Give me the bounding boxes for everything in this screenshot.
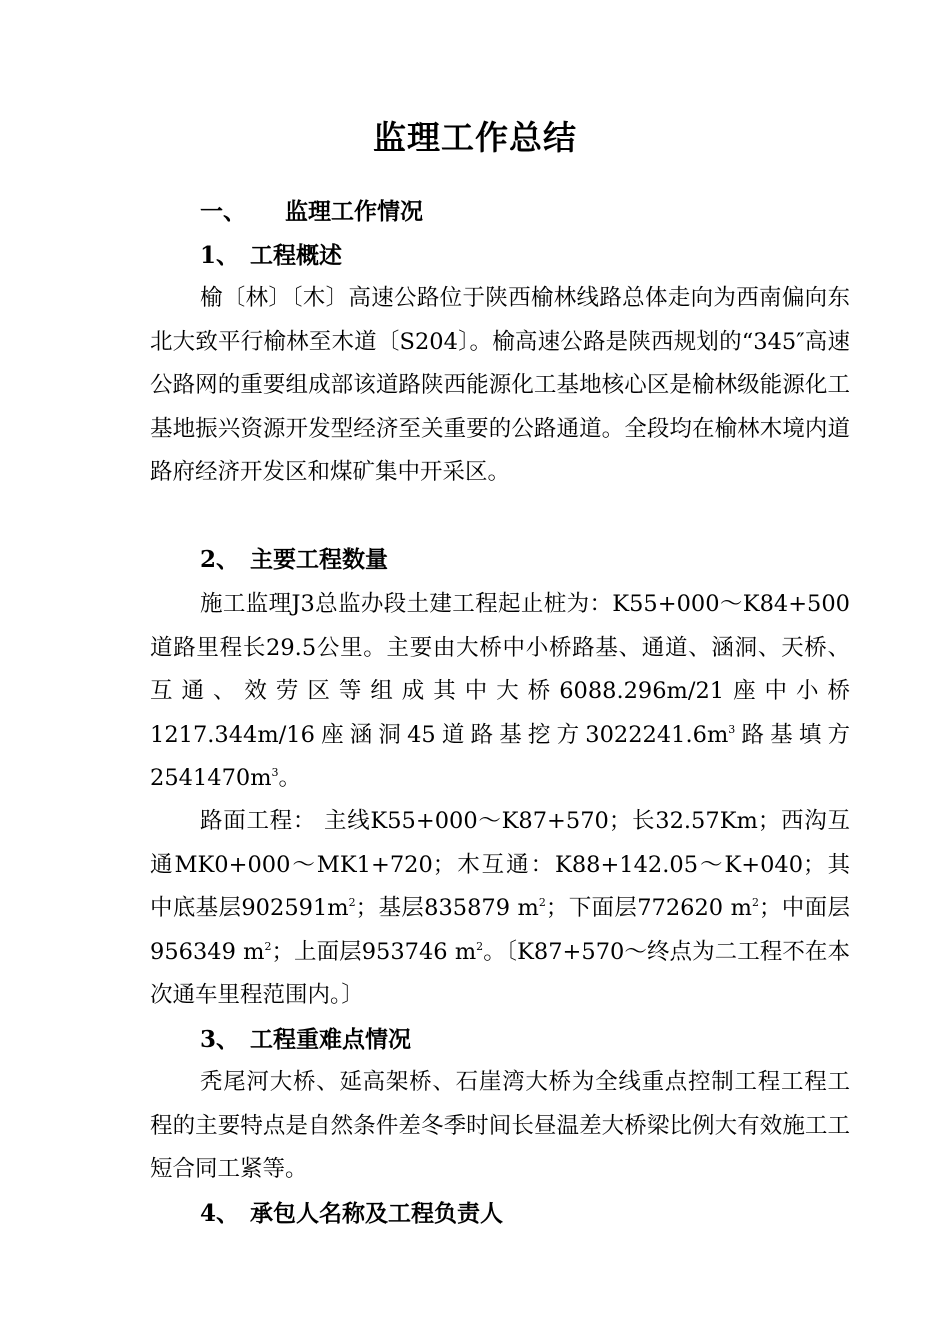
superscript: 2: [538, 896, 546, 910]
paragraph-pavement: [150, 800, 850, 1018]
subsection-heading-4: [200, 1196, 503, 1232]
paragraph-text: 。: [278, 765, 302, 792]
superscript: 2: [264, 939, 272, 953]
paragraph-text: 。〔K87+570～终点为二工程不在本次通车里程范围内。〕: [150, 938, 850, 1009]
paragraph-text: 路面工程： 主线K55+000～K87+570；长32.57Km；西沟互通MK0+000～MK1+720；木互通：K88+142.05～K+040；其中底基层902591m: [150, 808, 850, 922]
paragraph-text: ；上面层953746 m: [271, 938, 477, 965]
subsection-label: 主要工程数量: [250, 546, 388, 573]
paragraph-quantities: [150, 583, 850, 801]
subsection-heading-2: [200, 542, 388, 578]
paragraph-text: ；下面层772620 m: [545, 895, 752, 922]
subsection-number: 2、: [200, 546, 240, 573]
paragraph-key-difficulties: 秃尾河大桥、延高架桥、石崖湾大桥为全线重点控制工程工程工程的主要特点是自然条件差冬季时间长昼温差大桥梁比例大有效施工工短合同工紧等。: [150, 1069, 850, 1183]
paragraph-text: ；基层835879 m: [355, 895, 539, 922]
subsection-label: 工程概述: [250, 242, 342, 269]
paragraph-text: ；中面层956349 m: [150, 895, 850, 965]
superscript: 2: [751, 896, 759, 910]
paragraph-overview: 榆〔林〕〔木〕高速公路位于陕西榆林线路总体走向为西南偏向东北大致平行榆林至木道〔S204〕。榆高速公路是陕西规划的“345″高速公路网的重要组成部该道路陕西能源化工基地核心区是榆林级能源化工基地振兴资源开发型经济至关重要的公路通道。全段均在榆林木境内道路府经济开发区和煤矿集中开采区。: [150, 285, 850, 486]
subsection-heading-1: [200, 238, 342, 274]
subsection-label: 承包人名称及工程负责人: [250, 1200, 503, 1227]
subsection-heading-3: [200, 1022, 411, 1058]
section-heading-1: [200, 194, 423, 230]
section-label: 监理工作情况: [285, 198, 423, 225]
subsection-number: 1、: [200, 242, 240, 269]
superscript: 2: [476, 939, 484, 953]
subsection-number: 4、: [200, 1200, 240, 1227]
document-title: 监理工作总结: [373, 118, 577, 157]
section-number: 一、: [200, 198, 246, 225]
superscript: 3: [728, 722, 736, 736]
subsection-label: 工程重难点情况: [250, 1026, 411, 1053]
paragraph-text: 路基填方2541470m: [150, 721, 850, 792]
paragraph-text: 施工监理J3总监办段土建工程起止桩为：K55+000～K84+500道路里程长29.5公里。主要由大桥中小桥路基、通道、涵洞、天桥、互通、效劳区等组成其中大桥6088.296m/21座中小桥1217.344m/16座涵洞45道路基挖方3022241.6m: [150, 591, 850, 748]
subsection-number: 3、: [200, 1026, 240, 1053]
superscript: 3: [271, 766, 279, 780]
superscript: 2: [348, 896, 356, 910]
